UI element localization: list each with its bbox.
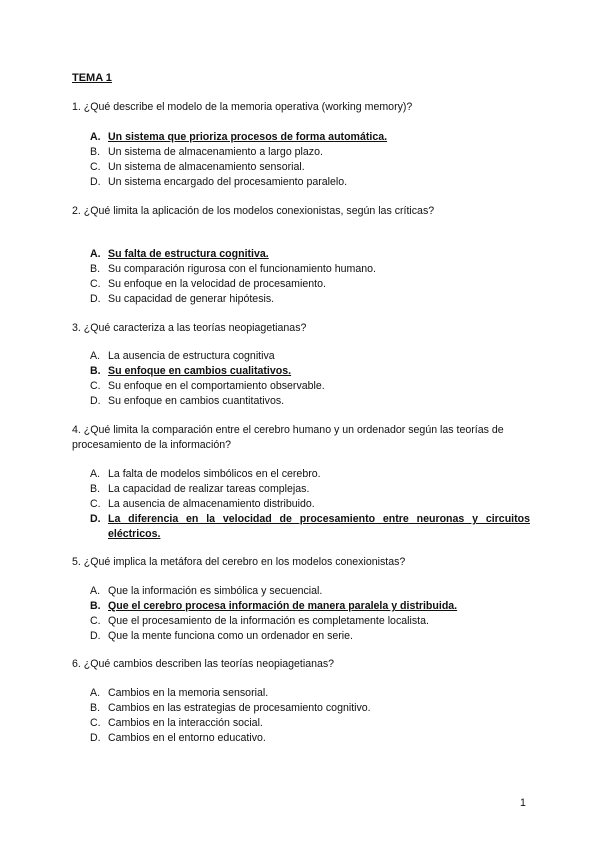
option-1a: A. Un sistema que prioriza procesos de forma automática. bbox=[90, 131, 388, 143]
option-5b: B. Que el cerebro procesa información de manera paralela y distribuida. bbox=[90, 600, 458, 612]
option-3a: A. La ausencia de estructura cognitiva bbox=[90, 350, 275, 362]
document-title: TEMA 1 bbox=[72, 72, 112, 84]
option-1d: D. Un sistema encargado del procesamiento paralelo. bbox=[90, 176, 348, 188]
option-6d: D. Cambios en el entorno educativo. bbox=[90, 732, 266, 744]
option-5c: C. Que el procesamiento de la información es completamente localista. bbox=[90, 615, 429, 627]
question-3-text: 3. ¿Qué caracteriza a las teorías neopiagetianas? bbox=[72, 322, 307, 334]
question-1-options bbox=[90, 130, 530, 190]
question-2-text: 2. ¿Qué limita la aplicación de los modelos conexionistas, según las críticas? bbox=[72, 205, 435, 217]
option-2c: C. Su enfoque en la velocidad de procesamiento. bbox=[90, 278, 326, 290]
question-3-options bbox=[90, 349, 530, 409]
question-4-options bbox=[90, 467, 530, 542]
question-6-options bbox=[90, 686, 530, 746]
option-6a: A. Cambios en la memoria sensorial. bbox=[90, 687, 269, 699]
option-4c: C. La ausencia de almacenamiento distribuido. bbox=[90, 498, 315, 510]
question-5-text: 5. ¿Qué implica la metáfora del cerebro en los modelos conexionistas? bbox=[72, 556, 406, 568]
option-3b: B. Su enfoque en cambios cualitativos. bbox=[90, 365, 292, 377]
question-5-options bbox=[90, 584, 530, 644]
option-4b: B. La capacidad de realizar tareas complejas. bbox=[90, 483, 310, 495]
option-2b: B. Su comparación rigurosa con el funcionamiento humano. bbox=[90, 263, 376, 275]
option-4d: D. La diferencia en la velocidad de procesamiento entre neuronas y circuitos eléctricos. bbox=[90, 513, 530, 540]
option-5a: A. Que la información es simbólica y secuencial. bbox=[90, 585, 323, 597]
question-4-text: 4. ¿Qué limita la comparación entre el cerebro humano y un ordenador según las teorías de procesamiento de la información? bbox=[72, 424, 504, 451]
question-2-options bbox=[90, 247, 530, 307]
option-6c: C. Cambios en la interacción social. bbox=[90, 717, 263, 729]
option-2a: A. Su falta de estructura cognitiva. bbox=[90, 248, 269, 260]
page-number: 1 bbox=[520, 797, 526, 809]
option-3c: C. Su enfoque en el comportamiento observable. bbox=[90, 380, 325, 392]
option-6b: B. Cambios en las estrategias de procesamiento cognitivo. bbox=[90, 702, 371, 714]
question-1-text: 1. ¿Qué describe el modelo de la memoria operativa (working memory)? bbox=[72, 101, 413, 113]
option-2d: D. Su capacidad de generar hipótesis. bbox=[90, 293, 275, 305]
option-4a: A. La falta de modelos simbólicos en el cerebro. bbox=[90, 468, 321, 480]
option-5d: D. Que la mente funciona como un ordenador en serie. bbox=[90, 630, 353, 642]
option-1c: C. Un sistema de almacenamiento sensorial. bbox=[90, 161, 305, 173]
option-3d: D. Su enfoque en cambios cuantitativos. bbox=[90, 395, 285, 407]
option-1b: B. Un sistema de almacenamiento a largo plazo. bbox=[90, 146, 323, 158]
question-6-text: 6. ¿Qué cambios describen las teorías neopiagetianas? bbox=[72, 658, 335, 670]
